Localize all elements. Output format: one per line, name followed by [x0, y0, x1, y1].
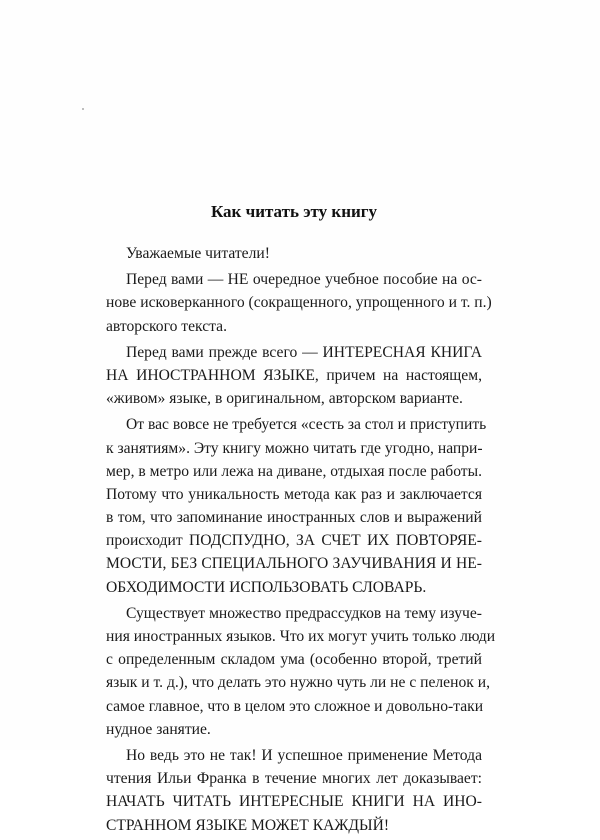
paragraph — [106, 744, 482, 837]
page-speck — [82, 108, 84, 110]
paragraph — [106, 268, 492, 338]
text-line: ния иностранных языков. Что их могут учить только люди — [106, 628, 496, 645]
text-line: МОСТИ, БЕЗ СПЕЦИАЛЬНОГО ЗАУЧИВАНИЯ И НЕ- — [106, 555, 482, 573]
text-line: НА ИНОСТРАННОМ ЯЗЫКЕ, причем на настоящем, — [106, 366, 482, 384]
text-line: самое главное, что в целом это сложное и довольно-таки — [106, 697, 484, 715]
text-line: в том, что запоминание иностранных слов и выражений — [106, 509, 482, 527]
text-line: нове исковерканного (сокращенного, упрощенного и т. п.) — [106, 294, 492, 312]
text-line: Перед вами — НЕ очередное учебное пособие на ос- — [126, 271, 482, 289]
text-line: с определенным складом ума (особенно второй, третий — [106, 651, 482, 669]
body-text — [106, 242, 496, 837]
text-line: СТРАННОМ ЯЗЫКЕ МОЖЕТ КАЖДЫЙ! — [106, 816, 390, 834]
text-line: От вас вовсе не требуется «сесть за стол и приступить — [126, 416, 487, 434]
text-line: происходит ПОДСПУДНО, ЗА СЧЕТ ИХ ПОВТОРЯЕ- — [106, 532, 482, 550]
text-line: язык и т. д.), что делать это нужно чуть ли не с пеленок и, — [106, 674, 490, 692]
text-line: Существует множество предрассудков на тему изуче- — [126, 604, 482, 622]
text-line: ОБХОДИМОСТИ ИСПОЛЬЗОВАТЬ СЛОВАРЬ. — [106, 578, 427, 596]
text-line: чтения Ильи Франка в течение многих лет доказывает: — [106, 770, 482, 788]
text-block — [106, 202, 496, 840]
page-title: Как читать эту книгу — [210, 202, 378, 221]
text-line: Но ведь это не так! И успешное применение Метода — [126, 746, 482, 764]
text-line: авторского текста. — [106, 317, 227, 335]
text-line: НАЧАТЬ ЧИТАТЬ ИНТЕРЕСНЫЕ КНИГИ НА ИНО- — [106, 793, 482, 811]
paragraph — [106, 602, 496, 741]
text-line: нудное занятие. — [106, 720, 211, 738]
text-line: Перед вами прежде всего — ИНТЕРЕСНАЯ КНИГА — [126, 343, 482, 361]
text-line: Уважаемые читатели! — [126, 245, 270, 262]
paragraph — [106, 242, 482, 265]
text-line: Потому что уникальность метода как раз и заключается — [106, 485, 482, 503]
paragraph — [106, 341, 482, 411]
text-line: к занятиям». Эту книгу можно читать где угодно, напри- — [106, 439, 483, 457]
text-line: мер, в метро или лежа на диване, отдыхая после работы. — [106, 462, 482, 480]
paragraph — [106, 413, 487, 599]
text-line: «живом» языке, в оригинальном, авторском варианте. — [106, 390, 463, 408]
